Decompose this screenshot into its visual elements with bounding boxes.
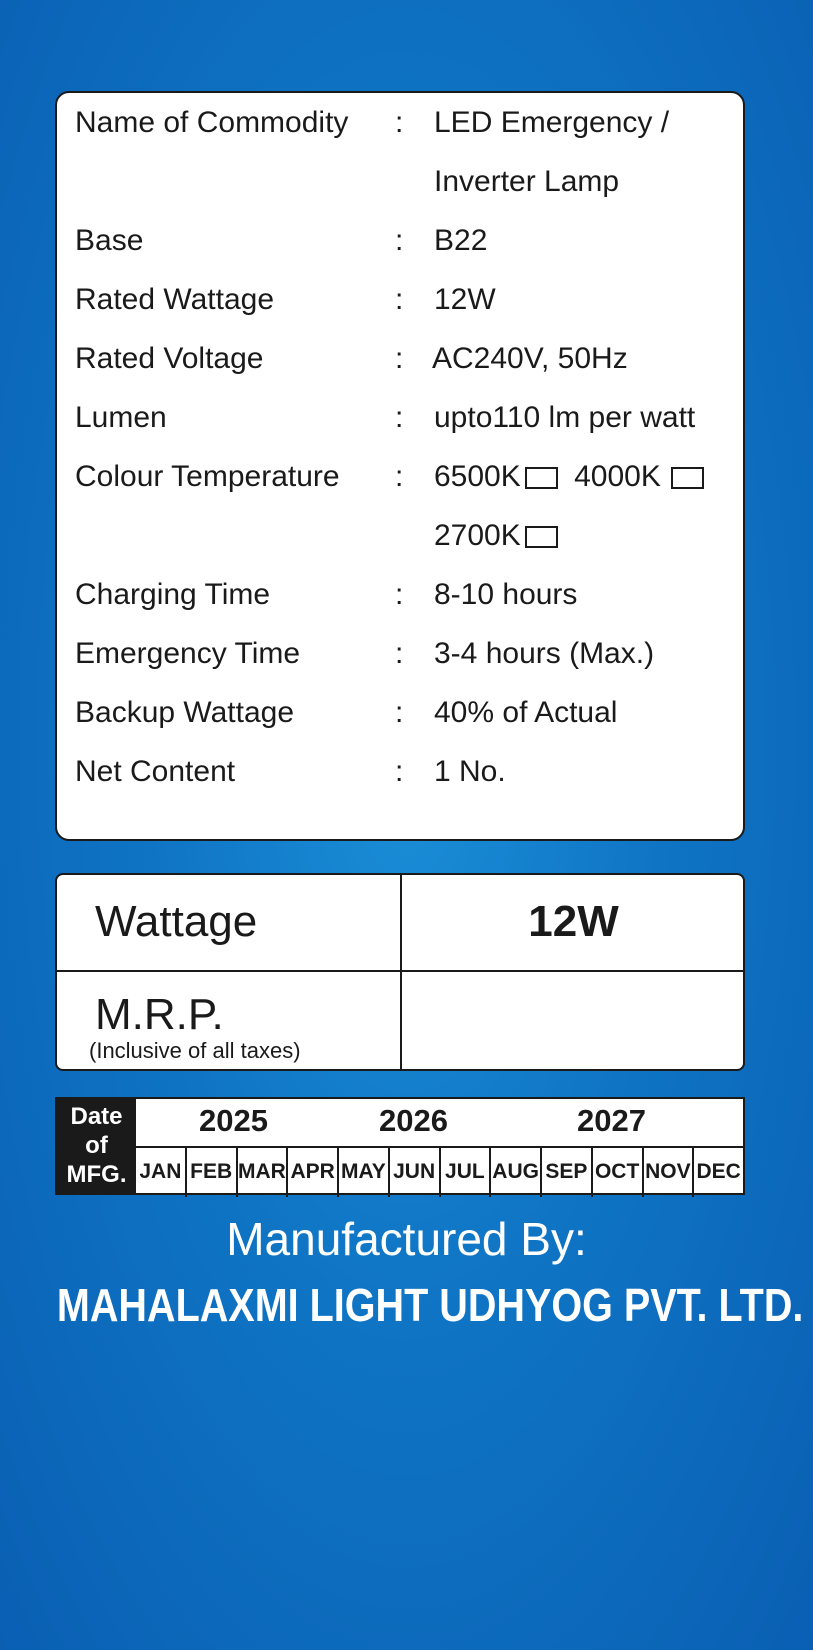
- spec-value: 1 No.: [434, 755, 506, 788]
- month-cell[interactable]: MAR: [236, 1148, 287, 1197]
- spec-value: 40% of Actual: [434, 696, 618, 729]
- manufactured-by-label: Manufactured By:: [226, 1213, 587, 1265]
- spec-value: LED Emergency /: [434, 106, 670, 139]
- mfg-header: [57, 1099, 136, 1193]
- spec-row-lumen: [57, 398, 743, 438]
- date-of-manufacture-grid: [55, 1097, 745, 1195]
- spec-label: Charging Time: [75, 578, 271, 611]
- spec-colon: :: [395, 283, 404, 316]
- spec-label: Rated Wattage: [75, 283, 274, 316]
- spec-colon: :: [395, 578, 404, 611]
- option-6500k-label: 6500K: [434, 460, 521, 493]
- spec-value: upto110 lm per watt: [434, 401, 696, 434]
- spec-colon: :: [395, 224, 404, 257]
- month-row: [136, 1146, 743, 1197]
- mfg-header-line: Date: [70, 1103, 123, 1130]
- spec-row-base: [57, 221, 743, 261]
- colour-temperature-options: [434, 516, 566, 556]
- spec-row-commodity: [57, 103, 743, 143]
- spec-row-emergency-time: [57, 634, 743, 674]
- spec-colon: :: [395, 342, 404, 375]
- mrp-note: (Inclusive of all taxes): [89, 1038, 301, 1063]
- spec-label: Colour Temperature: [75, 460, 340, 493]
- spec-row-rated-voltage: [57, 339, 743, 379]
- month-cell[interactable]: JUL: [439, 1148, 490, 1197]
- spec-label: Net Content: [75, 755, 236, 788]
- option-2700k-label: 2700K: [434, 519, 521, 552]
- spec-row-charging-time: [57, 575, 743, 615]
- company-name: MAHALAXMI LIGHT UDHYOG PVT. LTD.: [56, 1279, 804, 1331]
- spec-value: 8-10 hours: [434, 578, 578, 611]
- wattage-value: 12W: [528, 897, 619, 946]
- month-cell[interactable]: FEB: [185, 1148, 236, 1197]
- spec-label: Rated Voltage: [75, 342, 264, 375]
- option-4000k-label: 4000K: [574, 460, 661, 493]
- spec-row-net-content: [57, 752, 743, 792]
- wattage-label: Wattage: [95, 897, 258, 946]
- mrp-label: M.R.P.: [95, 990, 224, 1039]
- spec-value: Inverter Lamp: [434, 165, 620, 198]
- spec-row-colour-temperature-cont: [57, 516, 743, 556]
- month-cell[interactable]: MAY: [337, 1148, 388, 1197]
- mfg-header-line: MFG.: [66, 1161, 127, 1188]
- spec-label: Backup Wattage: [75, 696, 295, 729]
- checkbox-6500k[interactable]: [525, 467, 558, 489]
- spec-row-backup-wattage: [57, 693, 743, 733]
- month-cell[interactable]: DEC: [692, 1148, 743, 1197]
- month-cell[interactable]: NOV: [642, 1148, 693, 1197]
- spec-value: AC240V, 50Hz: [432, 342, 628, 375]
- colour-temperature-options: [434, 457, 712, 497]
- month-cell[interactable]: JAN: [139, 1160, 182, 1183]
- checkbox-2700k[interactable]: [525, 526, 558, 548]
- spec-row-colour-temperature: [57, 457, 743, 497]
- year-2025: 2025: [199, 1103, 268, 1138]
- price-table: [55, 873, 745, 1071]
- spec-value: 12W: [434, 283, 496, 316]
- spec-label: Emergency Time: [75, 637, 301, 670]
- spec-colon: :: [395, 637, 404, 670]
- month-cell[interactable]: JUN: [388, 1148, 439, 1197]
- spec-colon: :: [395, 460, 404, 493]
- mfg-header-line: of: [85, 1132, 108, 1159]
- month-cell[interactable]: SEP: [540, 1148, 591, 1197]
- spec-row-rated-wattage: [57, 280, 743, 320]
- spec-colon: :: [395, 755, 404, 788]
- spec-colon: :: [395, 106, 404, 139]
- spec-label: Name of Commodity: [75, 106, 349, 139]
- spec-label: Lumen: [75, 401, 167, 434]
- spec-row-commodity-cont: [57, 162, 743, 202]
- mrp-value-field[interactable]: [402, 972, 743, 1069]
- year-2027: 2027: [577, 1103, 646, 1138]
- spec-value: 3-4 hours (Max.): [434, 637, 655, 670]
- month-cell[interactable]: OCT: [591, 1148, 642, 1197]
- spec-label: Base: [75, 224, 144, 257]
- spec-value: B22: [434, 224, 488, 257]
- year-2026: 2026: [379, 1103, 448, 1138]
- specification-card: [55, 91, 745, 841]
- checkbox-4000k[interactable]: [671, 467, 704, 489]
- month-cell[interactable]: APR: [286, 1148, 337, 1197]
- month-cell[interactable]: AUG: [489, 1148, 540, 1197]
- spec-colon: :: [395, 696, 404, 729]
- spec-colon: :: [395, 401, 404, 434]
